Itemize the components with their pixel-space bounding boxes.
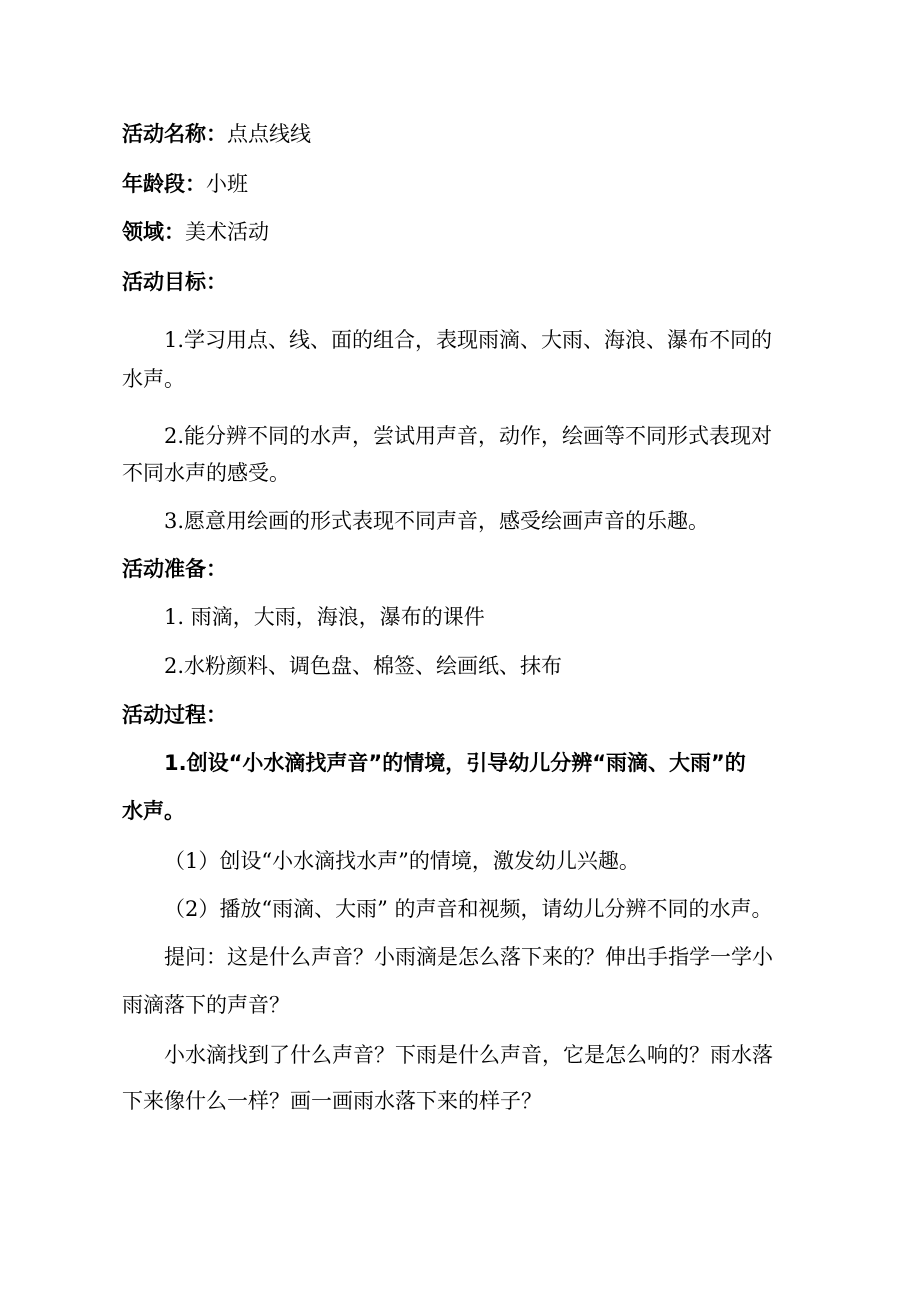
goal-1-line-1: 1.学习用点、线、面的组合，表现雨滴、大雨、海浪、瀑布不同的 bbox=[164, 328, 773, 352]
question-1-line-1: 提问：这是什么声音？小雨滴是怎么落下来的？伸出手指学一学小 bbox=[164, 945, 773, 969]
process-sub-2: （2）播放“雨滴、大雨” 的声音和视频，请幼儿分辨不同的水声。 bbox=[164, 897, 773, 921]
activity-name-label: 活动名称： bbox=[122, 122, 227, 146]
prep-item-2: 2.水粉颜料、调色盘、棉签、绘画纸、抹布 bbox=[164, 654, 563, 678]
domain-label: 领域： bbox=[122, 220, 185, 244]
process-heading: 活动过程： bbox=[122, 703, 227, 727]
goal-1-line-2: 水声。 bbox=[122, 367, 185, 391]
question-2-line-2: 下来像什么一样？画一画雨水落下来的样子？ bbox=[122, 1089, 542, 1113]
domain-row bbox=[122, 220, 920, 244]
activity-name-row bbox=[122, 122, 920, 146]
goals-heading: 活动目标： bbox=[122, 270, 227, 294]
age-value: 小班 bbox=[206, 172, 248, 196]
age-label: 年龄段： bbox=[122, 172, 206, 196]
goal-2-line-2: 不同水声的感受。 bbox=[122, 461, 290, 485]
process-step-1-line-2: 水声。 bbox=[122, 799, 185, 823]
question-2-line-1: 小水滴找到了什么声音？下雨是什么声音，它是怎么响的？雨水落 bbox=[164, 1043, 773, 1067]
process-sub-1: （1）创设“小水滴找水声”的情境，激发幼儿兴趣。 bbox=[164, 849, 640, 873]
prep-heading: 活动准备： bbox=[122, 557, 227, 581]
activity-name-value: 点点线线 bbox=[227, 122, 311, 146]
question-1-line-2: 雨滴落下的声音？ bbox=[122, 993, 290, 1017]
goal-2-line-1: 2.能分辨不同的水声，尝试用声音，动作，绘画等不同形式表现对 bbox=[164, 424, 773, 448]
process-step-1-line-1: 1.创设“小水滴找声音”的情境，引导幼儿分辨“雨滴、大雨”的 bbox=[164, 751, 746, 775]
domain-value: 美术活动 bbox=[185, 220, 269, 244]
goal-3: 3.愿意用绘画的形式表现不同声音，感受绘画声音的乐趣。 bbox=[164, 509, 710, 533]
prep-item-1: 1. 雨滴，大雨，海浪，瀑布的课件 bbox=[164, 605, 485, 629]
age-row bbox=[122, 172, 920, 196]
